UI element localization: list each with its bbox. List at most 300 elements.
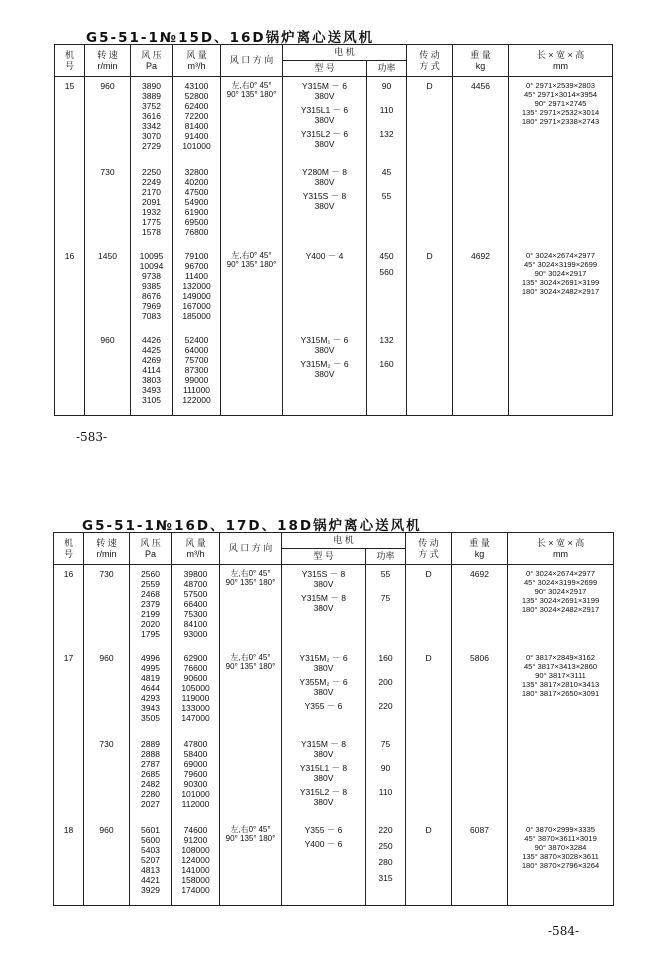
outlet-direction-cell [221, 251, 283, 335]
motor-power-value: 110 [378, 787, 393, 797]
motor-text: Y315L1 － 8 [299, 763, 348, 773]
flow-value: 57500 [183, 589, 208, 599]
motor-power-cell [366, 825, 406, 906]
pressure-value: 4421 [141, 875, 160, 885]
motor-power-value: 55 [381, 191, 392, 201]
pressure-value: 3889 [142, 91, 161, 101]
motor-type-cell [282, 565, 366, 654]
motor-text: 380V [313, 579, 334, 589]
header-flow: 风 量 m³/h [173, 45, 221, 77]
pressure-cell [131, 77, 173, 168]
flow-value: 147000 [181, 713, 210, 723]
pressure-cell [130, 739, 172, 825]
pressure-value: 5403 [141, 845, 160, 855]
flow-value: 52400 [184, 335, 209, 345]
motor-text: Y315L1 － 6 [300, 105, 349, 115]
outlet-direction-cell [220, 739, 282, 825]
motor-power-cell [367, 335, 407, 416]
flow-cell [173, 167, 221, 251]
dimension-line: 90° 2971×2745 [534, 99, 587, 108]
flow-value: 105000 [181, 683, 210, 693]
motor-entry [285, 167, 364, 187]
motor-entry [285, 105, 364, 125]
flow-value: 58400 [183, 749, 208, 759]
weight-cell [453, 335, 509, 416]
weight-cell [452, 739, 508, 825]
motor-text: 380V [313, 749, 334, 759]
flow-value: 101000 [182, 141, 211, 151]
table-row [55, 335, 613, 416]
flow-value: 40200 [184, 177, 209, 187]
motor-power-value: 315 [378, 873, 393, 883]
outlet-direction-text: 左,右0° 45° [231, 251, 272, 260]
motor-text: Y315S － 8 [302, 191, 347, 201]
motor-entry [284, 739, 363, 759]
drive-cell [407, 335, 453, 416]
motor-entry [285, 335, 364, 355]
speed-cell: 730 [85, 167, 131, 251]
header-model-no: 机 号 [55, 45, 85, 77]
pressure-value: 4269 [142, 355, 161, 365]
pressure-value: 2249 [142, 177, 161, 187]
drive-cell [407, 167, 453, 251]
table-row [55, 77, 613, 168]
outlet-direction-text: 左,右0° 45° [231, 81, 272, 90]
motor-text: Y315M₁ － 6 [300, 335, 349, 345]
flow-value: 62400 [184, 101, 209, 111]
flow-value: 75700 [184, 355, 209, 365]
weight-cell: 4692 [452, 565, 508, 654]
pressure-value: 3943 [141, 703, 160, 713]
fan-spec-table [54, 44, 613, 416]
flow-value: 91400 [184, 131, 209, 141]
pressure-value: 4426 [142, 335, 161, 345]
pressure-value: 4425 [142, 345, 161, 355]
flow-value: 122000 [182, 395, 211, 405]
header-outlet-direction: 风 口 方 向 [221, 45, 283, 77]
outlet-direction-text: 90° 135° 180° [226, 260, 277, 269]
motor-power-value: 55 [380, 569, 391, 579]
drive-cell: D [406, 653, 452, 739]
flow-value: 79600 [183, 769, 208, 779]
dimensions-cell [508, 653, 614, 739]
dimension-line: 45° 3024×3199×2699 [523, 578, 598, 587]
pressure-value: 10095 [139, 251, 164, 261]
flow-value: 158000 [181, 875, 210, 885]
dimension-line: 135° 3024×2691×3199 [521, 596, 600, 605]
flow-value: 79100 [184, 251, 209, 261]
motor-power-value: 132 [379, 129, 394, 139]
header-motor: 电 机 [283, 45, 407, 61]
flow-value: 52800 [184, 91, 209, 101]
flow-value: 47800 [183, 739, 208, 749]
pressure-value: 2250 [142, 167, 161, 177]
header-drive: 传 动 方 式 [406, 533, 452, 565]
page-number: -583- [76, 430, 108, 444]
flow-value: 84100 [183, 619, 208, 629]
header-motor: 电 机 [282, 533, 406, 549]
flow-value: 76800 [184, 227, 209, 237]
header-motor-type: 型 号 [283, 61, 367, 77]
pressure-value: 3105 [142, 395, 161, 405]
dimension-line: 45° 3024×3199×2699 [523, 260, 598, 269]
dimension-line: 0° 3024×2674×2977 [526, 569, 595, 578]
flow-value: 69500 [184, 217, 209, 227]
dimension-line: 135° 2971×2532×3014 [521, 108, 600, 117]
table-row [54, 825, 614, 906]
motor-text: Y315M₂ － 6 [299, 653, 348, 663]
model-cell [55, 335, 85, 416]
pressure-value: 3616 [142, 111, 161, 121]
motor-type-cell [282, 825, 366, 906]
weight-cell [453, 167, 509, 251]
pressure-value: 8676 [142, 291, 161, 301]
motor-power-value: 75 [380, 593, 391, 603]
dimension-line: 180° 3024×2482×2917 [521, 287, 600, 296]
pressure-value: 2560 [141, 569, 160, 579]
flow-value: 75300 [183, 609, 208, 619]
drive-cell: D [407, 251, 453, 335]
pressure-value: 4819 [141, 673, 160, 683]
flow-value: 66400 [183, 599, 208, 609]
motor-power-value: 220 [378, 825, 393, 835]
motor-text: 380V [313, 603, 334, 613]
pressure-value: 5601 [141, 825, 160, 835]
pressure-cell [130, 653, 172, 739]
motor-text: Y315M₂ － 6 [300, 359, 349, 369]
weight-cell: 4692 [453, 251, 509, 335]
motor-text: 380V [313, 663, 334, 673]
pressure-value: 2468 [141, 589, 160, 599]
motor-entry [284, 839, 363, 849]
flow-value: 54900 [184, 197, 209, 207]
dimension-line: 45° 2971×3014×3954 [523, 90, 598, 99]
catalog-page-584 [0, 480, 650, 957]
drive-cell [406, 739, 452, 825]
outlet-direction-text: 90° 135° 180° [226, 90, 277, 99]
motor-power-value: 160 [379, 359, 394, 369]
pressure-value: 3929 [141, 885, 160, 895]
motor-type-cell [283, 167, 367, 251]
header-weight: 重 量 kg [452, 533, 508, 565]
outlet-direction-text: 左,右0° 45° [230, 569, 271, 578]
dimension-line: 135° 3870×3028×3611 [522, 852, 599, 861]
outlet-direction-cell [220, 565, 282, 654]
flow-cell [173, 251, 221, 335]
flow-value: 96700 [184, 261, 209, 271]
pressure-value: 3070 [142, 131, 161, 141]
outlet-direction-text: 左,右0° 45° [230, 825, 271, 834]
model-cell: 15 [55, 77, 85, 168]
speed-cell: 1450 [85, 251, 131, 335]
flow-value: 108000 [181, 845, 210, 855]
table-title: G5-51-1№16D、17D、18D锅炉离心送风机 [82, 518, 422, 534]
motor-text: Y315M － 8 [301, 593, 346, 603]
pressure-value: 2027 [141, 799, 160, 809]
pressure-value: 5207 [141, 855, 160, 865]
header-speed: 转 速 r/min [84, 533, 130, 565]
dimension-line: 90° 3870×3284 [534, 843, 587, 852]
pressure-value: 4293 [141, 693, 160, 703]
motor-power-value: 110 [379, 105, 394, 115]
dimension-line: 45° 3817×3413×2860 [523, 662, 598, 671]
dimension-line: 90° 3024×2917 [534, 587, 587, 596]
fan-spec-table [53, 532, 614, 906]
flow-value: 90600 [183, 673, 208, 683]
outlet-direction-text: 90° 135° 180° [225, 578, 276, 587]
table-title: G5-51-1№15D、16D锅炉离心送风机 [86, 30, 375, 46]
speed-cell: 960 [85, 77, 131, 168]
pressure-value: 2280 [141, 789, 160, 799]
pressure-value: 3505 [141, 713, 160, 723]
motor-power-cell [366, 565, 406, 654]
motor-entry [284, 701, 363, 711]
header-pressure: 风 压 Pa [130, 533, 172, 565]
dimension-line: 90° 3024×2917 [534, 269, 587, 278]
flow-value: 87300 [184, 365, 209, 375]
motor-entry [285, 81, 364, 101]
pressure-value: 4813 [141, 865, 160, 875]
motor-power-value: 220 [378, 701, 393, 711]
header-flow: 风 量 m³/h [172, 533, 220, 565]
motor-power-value: 200 [378, 677, 393, 687]
pressure-value: 10094 [139, 261, 164, 271]
pressure-value: 2170 [142, 187, 161, 197]
motor-text: Y315L2 － 6 [300, 129, 349, 139]
flow-value: 48700 [183, 579, 208, 589]
motor-power-value: 280 [378, 857, 393, 867]
pressure-value: 2787 [141, 759, 160, 769]
flow-value: 62900 [183, 653, 208, 663]
speed-cell: 730 [84, 739, 130, 825]
motor-entry [284, 593, 363, 613]
motor-type-cell [282, 653, 366, 739]
flow-value: 72200 [184, 111, 209, 121]
flow-value: 90300 [183, 779, 208, 789]
motor-text: Y315M － 6 [302, 81, 347, 91]
flow-cell [172, 825, 220, 906]
motor-text: 380V [314, 115, 335, 125]
flow-value: 119000 [181, 693, 210, 703]
outlet-direction-cell [221, 77, 283, 168]
flow-value: 81400 [184, 121, 209, 131]
motor-entry [285, 129, 364, 149]
dimensions-cell [509, 167, 613, 251]
outlet-direction-text: 90° 135° 180° [225, 662, 276, 671]
motor-text: Y355M₂ － 6 [299, 677, 348, 687]
motor-entry [284, 569, 363, 589]
motor-text: 380V [313, 773, 334, 783]
flow-value: 149000 [182, 291, 211, 301]
motor-type-cell [283, 335, 367, 416]
pressure-value: 1795 [141, 629, 160, 639]
speed-cell: 960 [85, 335, 131, 416]
pressure-value: 4114 [142, 365, 161, 375]
weight-cell: 6087 [452, 825, 508, 906]
dimension-line: 180° 3817×2650×3091 [521, 689, 600, 698]
motor-text: 380V [313, 687, 334, 697]
weight-cell: 5806 [452, 653, 508, 739]
header-drive: 传 动 方 式 [407, 45, 453, 77]
dimensions-cell [508, 739, 614, 825]
header-motor-power: 功率 [366, 549, 406, 565]
pressure-cell [131, 167, 173, 251]
motor-type-cell [283, 77, 367, 168]
pressure-cell [131, 335, 173, 416]
weight-cell: 4456 [453, 77, 509, 168]
pressure-value: 2888 [141, 749, 160, 759]
flow-value: 32800 [184, 167, 209, 177]
flow-value: 47500 [184, 187, 209, 197]
dimension-line: 0° 2971×2539×2803 [526, 81, 595, 90]
pressure-value: 3890 [142, 81, 161, 91]
outlet-direction-text: 左,右0° 45° [230, 653, 271, 662]
motor-entry [285, 191, 364, 211]
motor-power-value: 250 [378, 841, 393, 851]
motor-power-cell [366, 653, 406, 739]
outlet-direction-cell [221, 167, 283, 251]
pressure-value: 3752 [142, 101, 161, 111]
header-outlet-direction: 风 口 方 向 [220, 533, 282, 565]
pressure-cell [130, 825, 172, 906]
header-motor-power: 功率 [367, 61, 407, 77]
motor-power-value: 450 [379, 251, 394, 261]
pressure-value: 2379 [141, 599, 160, 609]
motor-power-cell [366, 739, 406, 825]
pressure-value: 4995 [141, 663, 160, 673]
dimensions-cell [508, 825, 614, 906]
flow-value: 132000 [182, 281, 211, 291]
motor-entry [284, 653, 363, 673]
motor-text: Y315L2 － 8 [299, 787, 348, 797]
flow-value: 74600 [183, 825, 208, 835]
motor-text: Y355 － 6 [304, 701, 343, 711]
flow-value: 111000 [182, 385, 211, 395]
flow-value: 185000 [182, 311, 211, 321]
table-row [54, 653, 614, 739]
dimensions-cell [509, 77, 613, 168]
pressure-value: 3493 [142, 385, 161, 395]
pressure-cell [131, 251, 173, 335]
dimensions-cell [509, 251, 613, 335]
motor-text: 380V [314, 139, 335, 149]
pressure-value: 9385 [142, 281, 161, 291]
model-cell: 16 [54, 565, 84, 654]
motor-entry [284, 677, 363, 697]
flow-value: 93000 [183, 629, 208, 639]
pressure-value: 2685 [141, 769, 160, 779]
dimension-line: 180° 3024×2482×2917 [521, 605, 600, 614]
dimension-line: 135° 3024×2691×3199 [521, 278, 600, 287]
motor-text: Y280M － 8 [302, 167, 347, 177]
header-weight: 重 量 kg [453, 45, 509, 77]
motor-entry [284, 763, 363, 783]
motor-text: 380V [314, 177, 335, 187]
outlet-direction-cell [220, 653, 282, 739]
drive-cell: D [406, 825, 452, 906]
motor-power-value: 45 [381, 167, 392, 177]
pressure-value: 1775 [142, 217, 161, 227]
pressure-value: 1932 [142, 207, 161, 217]
dimensions-cell [509, 335, 613, 416]
table-row [54, 565, 614, 654]
flow-value: 91200 [183, 835, 208, 845]
dimension-line: 0° 3870×2999×3335 [526, 825, 595, 834]
drive-cell: D [407, 77, 453, 168]
table-row [55, 251, 613, 335]
flow-value: 133000 [181, 703, 210, 713]
dimension-line: 180° 3870×2796×3264 [521, 861, 600, 870]
motor-entry [284, 787, 363, 807]
header-dimensions: 长 × 宽 × 高 mm [508, 533, 614, 565]
motor-text: Y355 － 6 [304, 825, 343, 835]
page-number: -584- [548, 924, 580, 938]
flow-cell [173, 77, 221, 168]
flow-value: 99000 [184, 375, 209, 385]
motor-power-value: 75 [380, 739, 391, 749]
motor-text: 380V [314, 369, 335, 379]
speed-cell: 730 [84, 565, 130, 654]
model-cell: 18 [54, 825, 84, 906]
pressure-value: 4996 [141, 653, 160, 663]
motor-entry [285, 359, 364, 379]
motor-text: Y315M － 8 [301, 739, 346, 749]
speed-cell: 960 [84, 825, 130, 906]
flow-cell [173, 335, 221, 416]
dimension-line: 0° 3817×2849×3162 [526, 653, 595, 662]
flow-value: 112000 [181, 799, 210, 809]
motor-power-value: 90 [380, 763, 391, 773]
motor-text: 380V [314, 345, 335, 355]
flow-cell [172, 739, 220, 825]
flow-value: 174000 [181, 885, 210, 895]
motor-power-cell [367, 77, 407, 168]
model-cell: 17 [54, 653, 84, 739]
header-model-no: 机 号 [54, 533, 84, 565]
pressure-value: 3803 [142, 375, 161, 385]
motor-text: Y315S － 8 [301, 569, 346, 579]
motor-power-value: 560 [379, 267, 394, 277]
flow-value: 61900 [184, 207, 209, 217]
header-motor-type: 型 号 [282, 549, 366, 565]
pressure-value: 5600 [141, 835, 160, 845]
motor-power-value: 90 [381, 81, 392, 91]
motor-text: 380V [314, 91, 335, 101]
flow-value: 167000 [182, 301, 211, 311]
outlet-direction-cell [220, 825, 282, 906]
pressure-value: 7083 [142, 311, 161, 321]
outlet-direction-text: 90° 135° 180° [225, 834, 276, 843]
flow-value: 39800 [183, 569, 208, 579]
pressure-value: 2199 [141, 609, 160, 619]
pressure-value: 2482 [141, 779, 160, 789]
motor-text: Y400 － 6 [304, 839, 343, 849]
pressure-value: 2020 [141, 619, 160, 629]
model-cell [54, 739, 84, 825]
pressure-value: 9738 [142, 271, 161, 281]
speed-cell: 960 [84, 653, 130, 739]
dimension-line: 45° 3870×3611×3019 [524, 834, 597, 843]
motor-text: 380V [314, 201, 335, 211]
flow-value: 43100 [184, 81, 209, 91]
header-dimensions: 长 × 宽 × 高 mm [509, 45, 613, 77]
flow-cell [172, 565, 220, 654]
motor-power-value: 160 [378, 653, 393, 663]
pressure-value: 7969 [142, 301, 161, 311]
motor-power-cell [367, 251, 407, 335]
motor-text: Y400 － 4 [305, 251, 344, 261]
pressure-value: 3342 [142, 121, 161, 131]
